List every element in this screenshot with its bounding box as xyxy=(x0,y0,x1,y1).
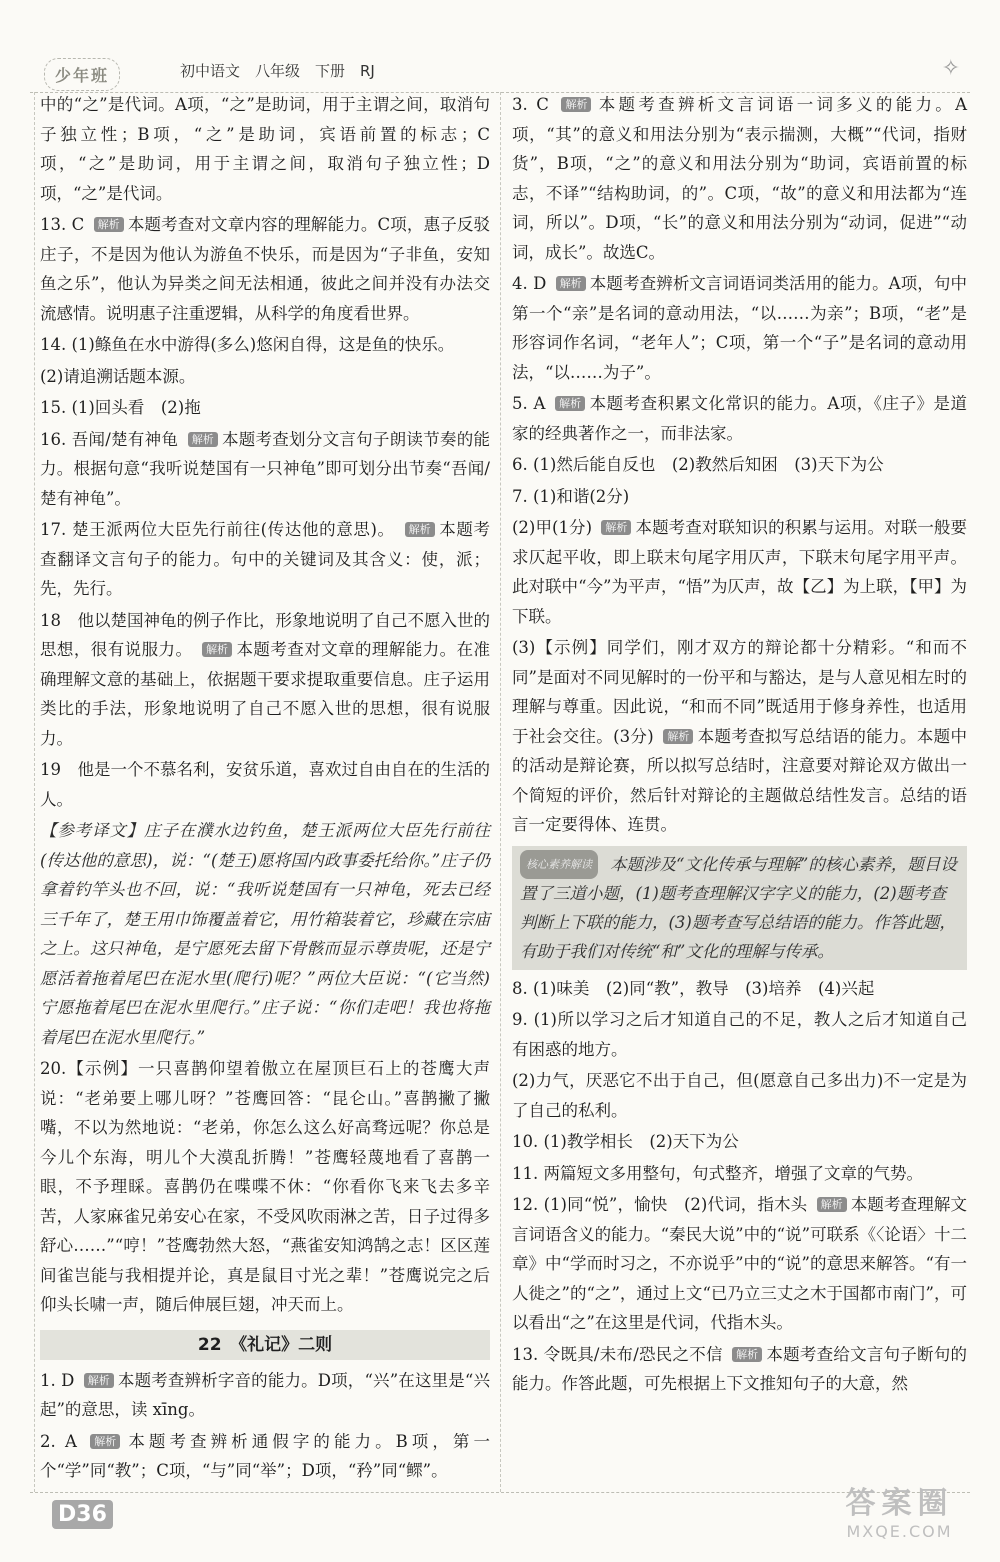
left-margin-line xyxy=(34,92,35,1492)
answer-13-right-key: 13. 令既具/未布/恐民之不信 xyxy=(512,1344,723,1364)
answer-12-analysis: 本题考查理解文言词语含义的能力。“秦民大说”中的“说”可联系《〈论语〉十二章》中“学而时习之，不亦说乎”中的“说”的意思来解答。“有一人徙之”的“之”，通过上文“已乃立三丈之木于国都市南门”，可以看出“之”在这里是代词，代指木头。 xyxy=(512,1195,968,1332)
answer-17-key: 17. 楚王派两位大臣先行前往(传达他的意思)。 xyxy=(40,520,395,539)
analysis-badge: 解析 xyxy=(817,1197,847,1212)
page-number: D36 xyxy=(52,1500,113,1529)
answer-20: 20.【示例】一只喜鹊仰望着傲立在屋顶巨石上的苍鹰大声说：“老弟要上哪儿呀？”苍鹰回答：“昆仑山。”喜鹊撇了撇嘴，不以为然地说：“老弟，你怎么这么好高骛远呢？你总是今儿个东海，明儿个大漠乱折腾！”苍鹰轻蔑地看了喜鹊一眼，不予理睬。喜鹊仍在喋喋不休：“你看你飞来飞去多辛苦，人家麻雀兄弟安心在家，不受风吹雨淋之苦，日子过得多舒心……”“哼！”苍鹰勃然大怒，“燕雀安知鸿鹄之志！区区莲间雀岂能与我相提并论，真是鼠目寸光之辈！”苍鹰说完之后仰头长啸一声，随后伸展巨翅，冲天而上。 xyxy=(40,1059,490,1314)
answer-17 xyxy=(40,515,490,604)
reference-translation xyxy=(40,816,490,1052)
answer-7-1: 7. (1)和谐(2分) xyxy=(512,486,630,506)
answer-continued: 中的“之”是代词。A项，“之”是助词，用于主谓之间，取消句子独立性；B项，“之”是助词，宾语前置的标志；C项，“之”是助词，用于主谓之间，取消句子独立性；D项，“之”是代词。 xyxy=(40,95,490,203)
page-header xyxy=(30,52,970,92)
translation-text: 庄子在濮水边钓鱼，楚王派两位大臣先行前往(传达他的意思)，说：“(楚王)愿将国内政事委托给你。”庄子仍拿着钓竿头也不回，说：“我听说楚国有一只神龟，死去已经三千年了，楚王用巾饰覆盖着它，用竹箱装着它，珍藏在宗庙之上。这只神龟，是宁愿死去留下骨骸而显示尊贵呢，还是宁愿活着拖着尾巴在泥水里(爬行)呢？”两位大臣说：“(它当然)宁愿拖着尾巴在泥水里爬行。”庄子说：“你们走吧！我也将拖着尾巴在泥水里爬行。” xyxy=(40,821,491,1047)
answer-4-analysis: 本题考查辨析文言词语词类活用的能力。A项，句中第一个“亲”是名词的意动用法，“以……为亲”；B项，“老”是形容词作名词，“老年人”；C项，第一个“子”是名词的意动用法，“以……为子”。 xyxy=(512,274,968,382)
star-decoration-icon: ✧ xyxy=(941,56,960,81)
answer-9-1: 9. (1)所以学习之后才知道自己的不足，教人之后才知道自己有困惑的地方。 xyxy=(512,1010,967,1059)
answer-16 xyxy=(40,425,490,514)
answer-12 xyxy=(512,1190,967,1338)
core-literacy-box xyxy=(512,846,967,970)
answer-5 xyxy=(512,389,967,448)
analysis-badge: 解析 xyxy=(601,520,631,535)
answer-4 xyxy=(512,269,967,387)
answer-9-2: (2)力气，厌恶它不出于自己，但(愿意自己多出力)不一定是为了自己的私利。 xyxy=(512,1071,967,1120)
answer-13 xyxy=(40,210,490,328)
answer-19: 19 他是一个不慕名利，安贫乐道，喜欢过自由自在的生活的人。 xyxy=(40,760,490,809)
answer-14-1: 14. (1)鲦鱼在水中游得(多么)悠闲自得，这是鱼的快乐。 xyxy=(40,335,455,354)
core-literacy-tag: 核心素养解读 xyxy=(520,850,598,879)
answer-15: 15. (1)回头看 (2)拖 xyxy=(40,398,201,417)
answer-10: 10. (1)教学相长 (2)天下为公 xyxy=(512,1132,739,1151)
answer-5-key: 5. A xyxy=(512,394,546,413)
answer-17-analysis: 本题考查翻译文言句子的能力。句中的关键词及其含义：使，派；先，先行。 xyxy=(40,520,490,598)
section-title: 22 《礼记》二则 xyxy=(40,1330,490,1360)
answer-16-analysis: 本题考查划分文言句子朗读节奏的能力。根据句意“我听说楚国有一只神龟”即可划分出节奏“吾闻/楚有神龟”。 xyxy=(40,429,491,508)
answer-3-analysis: 本题考查辨析文言词语一词多义的能力。A项，“其”的意义和用法分别为“表示揣测，大概”“代词，指财货”，B项，“之”的意义和用法分别为“助词，宾语前置的标志，不译”“结构助词，的”。C项，“故”的意义和用法都为“连词，所以”。D项，“长”的意义和用法分别为“动词，促进”“动词，成长”。故选C。 xyxy=(512,95,967,262)
analysis-badge: 解析 xyxy=(732,1347,762,1362)
core-literacy-text: 本题涉及“文化传承与理解”的核心素养，题目设置了三道小题，(1)题考查理解汉字字义的能力，(2)题考查判断上下联的能力，(3)题考查写总结语的能力。作答此题，有助于我们对传统“和”文化的理解与传承。 xyxy=(520,854,957,961)
translation-label: 【参考译文】 xyxy=(40,821,145,840)
analysis-badge: 解析 xyxy=(556,276,586,291)
analysis-badge: 解析 xyxy=(663,729,693,744)
answer-3 xyxy=(512,90,967,267)
answer-7-2-analysis: 本题考查对联知识的积累与运用。对联一般要求仄起平收，即上联末句尾字用仄声，下联末句尾字用平声。此对联中“今”为平声，“悟”为仄声，故【乙】为上联，【甲】为下联。 xyxy=(512,518,968,626)
answer-18-analysis: 本题考查对文章的理解能力。在准确理解文意的基础上，依据题干要求提取重要信息。庄子运用类比的手法，形象地说明了自己不愿入世的思想，很有说服力。 xyxy=(40,640,491,748)
answer-11: 11. 两篇短文多用整句，句式整齐，增强了文章的气势。 xyxy=(512,1163,923,1183)
watermark-line1: 答案圈 xyxy=(845,1486,954,1521)
answer-14-2: (2)请追溯话题本源。 xyxy=(40,366,196,386)
right-column xyxy=(512,90,967,1401)
answer-13-analysis: 本题考查对文章内容的理解能力。C项，惠子反驳庄子，不是因为他认为游鱼不快乐，而是因为“子非鱼，安知鱼之乐”，他认为异类之间无法相通，彼此之间并没有办法交流感情。说明惠子注重逻辑，从科学的角度看世界。 xyxy=(40,215,491,323)
answer-7-2 xyxy=(512,513,967,631)
header-title: 初中语文 八年级 下册 RJ xyxy=(180,62,375,80)
analysis-badge: 解析 xyxy=(561,97,591,112)
answer-7-3-analysis: 本题考查拟写总结语的能力。本题中的活动是辩论赛，所以拟写总结时，注意要对辩论双方做出一个简短的评价，然后针对辩论的主题做总结性发言。总结的语言一定要得体、连贯。 xyxy=(512,726,968,834)
answer-13-right xyxy=(512,1340,967,1399)
watermark-logo xyxy=(812,1478,987,1558)
answer-7-2-key: (2)甲(1分) xyxy=(512,518,593,537)
answer-6: 6. (1)然后能自反也 (2)教然后知困 (3)天下为公 xyxy=(512,455,884,474)
analysis-badge: 解析 xyxy=(405,522,435,537)
section-answer-2-analysis: 本题考查辨析通假字的能力。B项，第一个“学”同“教”；C项，“与”同“举”；D项，“矜”同“鳏”。 xyxy=(40,1431,490,1480)
analysis-badge: 解析 xyxy=(555,396,585,411)
answer-18-key: 18 他以楚国神龟的例子作比，形象地说明了自己不愿入世的思想，很有说服力。 xyxy=(40,610,490,659)
answer-3-key: 3. C xyxy=(512,95,549,114)
analysis-badge: 解析 xyxy=(90,1434,120,1449)
column-divider xyxy=(500,92,501,1492)
section-answer-2 xyxy=(40,1427,490,1486)
brand-logo: 少年班 xyxy=(44,58,120,91)
section-answer-1 xyxy=(40,1366,490,1425)
answer-18 xyxy=(40,606,490,754)
section-answer-2-key: 2. A xyxy=(40,1431,77,1451)
answer-7-3 xyxy=(512,633,967,840)
answer-7-3-example: (3)【示例】同学们，刚才双方的辩论都十分精彩。“和而不同”是面对不同见解时的一份平和与豁达，是与人意见相左时的理解与尊重。因此说，“和而不同”既适用于修身养性，也适用于社会交往。(3分) xyxy=(512,638,967,746)
analysis-badge: 解析 xyxy=(202,642,232,657)
answer-8: 8. (1)味美 (2)同“教”，教导 (3)培养 (4)兴起 xyxy=(512,978,875,998)
analysis-badge: 解析 xyxy=(94,217,124,232)
left-column xyxy=(40,90,490,1488)
answer-4-key: 4. D xyxy=(512,274,547,293)
answer-12-key: 12. (1)同“悦”，愉快 (2)代词，指木头 xyxy=(512,1195,808,1214)
section-answer-1-analysis: 本题考查辨析字音的能力。D项，“兴”在这里是“兴起”的意思，读 xīng。 xyxy=(40,1370,490,1419)
analysis-badge: 解析 xyxy=(84,1373,114,1388)
answer-13-right-analysis: 本题考查给文言句子断句的能力。作答此题，可先根据上下文推知句子的大意，然 xyxy=(512,1344,968,1393)
watermark-line2: MXQE.COM xyxy=(846,1522,953,1541)
answer-5-analysis: 本题考查积累文化常识的能力。A项，《庄子》是道家的经典著作之一，而非法家。 xyxy=(512,394,967,443)
analysis-badge: 解析 xyxy=(188,432,218,447)
answer-16-key: 16. 吾闻/楚有神龟 xyxy=(40,429,179,449)
answer-13-key: 13. C xyxy=(40,215,85,234)
section-answer-1-key: 1. D xyxy=(40,1370,75,1390)
